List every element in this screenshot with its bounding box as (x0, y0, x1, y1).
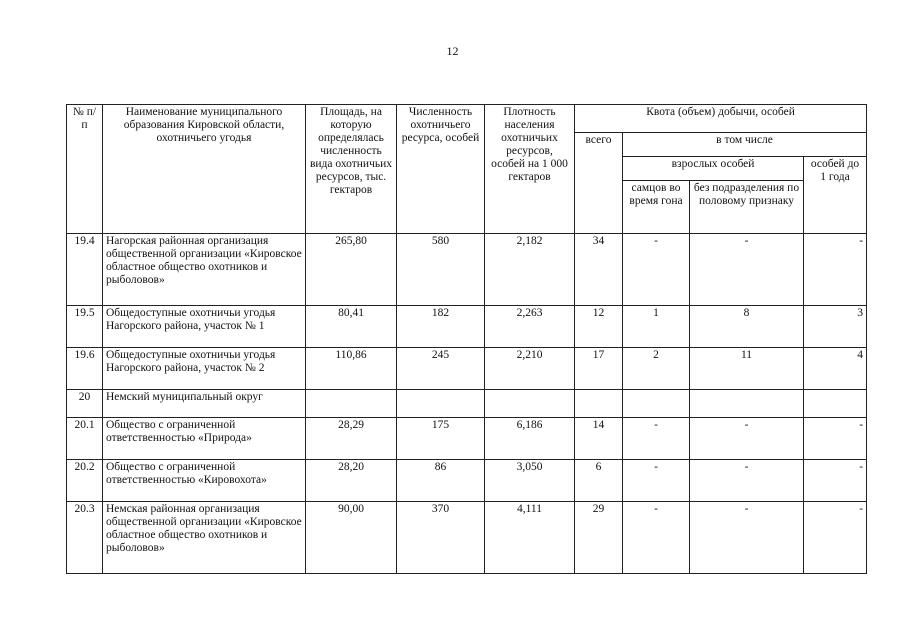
cell-name: Общество с ограниченной ответственностью «Природа» (103, 418, 306, 460)
cell-nosex: - (690, 234, 804, 306)
cell-density: 6,186 (485, 418, 575, 460)
cell-name: Общедоступные охотничьи угодья Нагорского района, участок № 2 (103, 348, 306, 390)
table-row (67, 306, 867, 348)
cell-area: 265,80 (306, 234, 397, 306)
cell-males: - (623, 234, 690, 306)
cell-nosex: 11 (690, 348, 804, 390)
cell-total: 6 (575, 460, 623, 502)
cell-name: Общество с ограниченной ответственностью «Кировохота» (103, 460, 306, 502)
cell-under1: - (804, 502, 867, 574)
table-row (67, 234, 867, 306)
cell-num: 19.4 (67, 234, 103, 306)
cell-name: Нагорская районная организация общественной организации «Кировское областное общество охотников и рыболовов» (103, 234, 306, 306)
cell-total (575, 390, 623, 418)
cell-area: 28,20 (306, 460, 397, 502)
cell-num: 20 (67, 390, 103, 418)
table-row (67, 502, 867, 574)
cell-under1: - (804, 234, 867, 306)
cell-area (306, 390, 397, 418)
table-row (67, 390, 867, 418)
cell-count: 580 (397, 234, 485, 306)
cell-total: 12 (575, 306, 623, 348)
cell-num: 19.6 (67, 348, 103, 390)
header-count: Численность охотничьего ресурса, особей (397, 105, 485, 234)
header-total: всего (575, 133, 623, 234)
cell-count: 370 (397, 502, 485, 574)
cell-males: - (623, 418, 690, 460)
cell-num: 19.5 (67, 306, 103, 348)
quota-table (66, 104, 867, 574)
cell-total: 14 (575, 418, 623, 460)
cell-total: 17 (575, 348, 623, 390)
cell-density: 4,111 (485, 502, 575, 574)
cell-density: 2,263 (485, 306, 575, 348)
cell-under1: - (804, 460, 867, 502)
header-num: № п/п (67, 105, 103, 234)
cell-males (623, 390, 690, 418)
cell-density (485, 390, 575, 418)
header-nosex: без подразделения по половому признаку (690, 181, 804, 234)
cell-density: 2,182 (485, 234, 575, 306)
cell-area: 90,00 (306, 502, 397, 574)
cell-nosex: - (690, 460, 804, 502)
table-row (67, 348, 867, 390)
cell-nosex (690, 390, 804, 418)
cell-num: 20.2 (67, 460, 103, 502)
cell-males: - (623, 502, 690, 574)
cell-count: 245 (397, 348, 485, 390)
cell-under1: 4 (804, 348, 867, 390)
header-quota: Квота (объем) добычи, особей (575, 105, 867, 133)
cell-total: 29 (575, 502, 623, 574)
cell-males: 1 (623, 306, 690, 348)
cell-num: 20.3 (67, 502, 103, 574)
cell-males: - (623, 460, 690, 502)
cell-count (397, 390, 485, 418)
header-density: Плотность населения охотничьих ресурсов, особей на 1 000 гектаров (485, 105, 575, 234)
cell-under1: 3 (804, 306, 867, 348)
cell-name: Немский муниципальный округ (103, 390, 306, 418)
cell-total: 34 (575, 234, 623, 306)
cell-area: 80,41 (306, 306, 397, 348)
cell-density: 3,050 (485, 460, 575, 502)
header-under1: особей до 1 года (804, 157, 867, 234)
cell-nosex: - (690, 418, 804, 460)
cell-area: 28,29 (306, 418, 397, 460)
header-males: самцов во время гона (623, 181, 690, 234)
cell-num: 20.1 (67, 418, 103, 460)
header-name: Наименование муниципального образования Кировской области, охотничьего угодья (103, 105, 306, 234)
cell-count: 175 (397, 418, 485, 460)
cell-density: 2,210 (485, 348, 575, 390)
cell-under1 (804, 390, 867, 418)
cell-name: Общедоступные охотничьи угодья Нагорского района, участок № 1 (103, 306, 306, 348)
page-number: 12 (446, 44, 459, 58)
cell-name: Немская районная организация общественной организации «Кировское областное общество охотников и рыболовов» (103, 502, 306, 574)
cell-nosex: - (690, 502, 804, 574)
cell-males: 2 (623, 348, 690, 390)
header-adults: взрослых особей (623, 157, 804, 181)
table-row (67, 460, 867, 502)
cell-area: 110,86 (306, 348, 397, 390)
cell-nosex: 8 (690, 306, 804, 348)
header-area: Площадь, на которую определялась численность вида охотничьих ресурсов, тыс. гектаров (306, 105, 397, 234)
cell-under1: - (804, 418, 867, 460)
header-including: в том числе (623, 133, 867, 157)
cell-count: 86 (397, 460, 485, 502)
table-row (67, 418, 867, 460)
cell-count: 182 (397, 306, 485, 348)
